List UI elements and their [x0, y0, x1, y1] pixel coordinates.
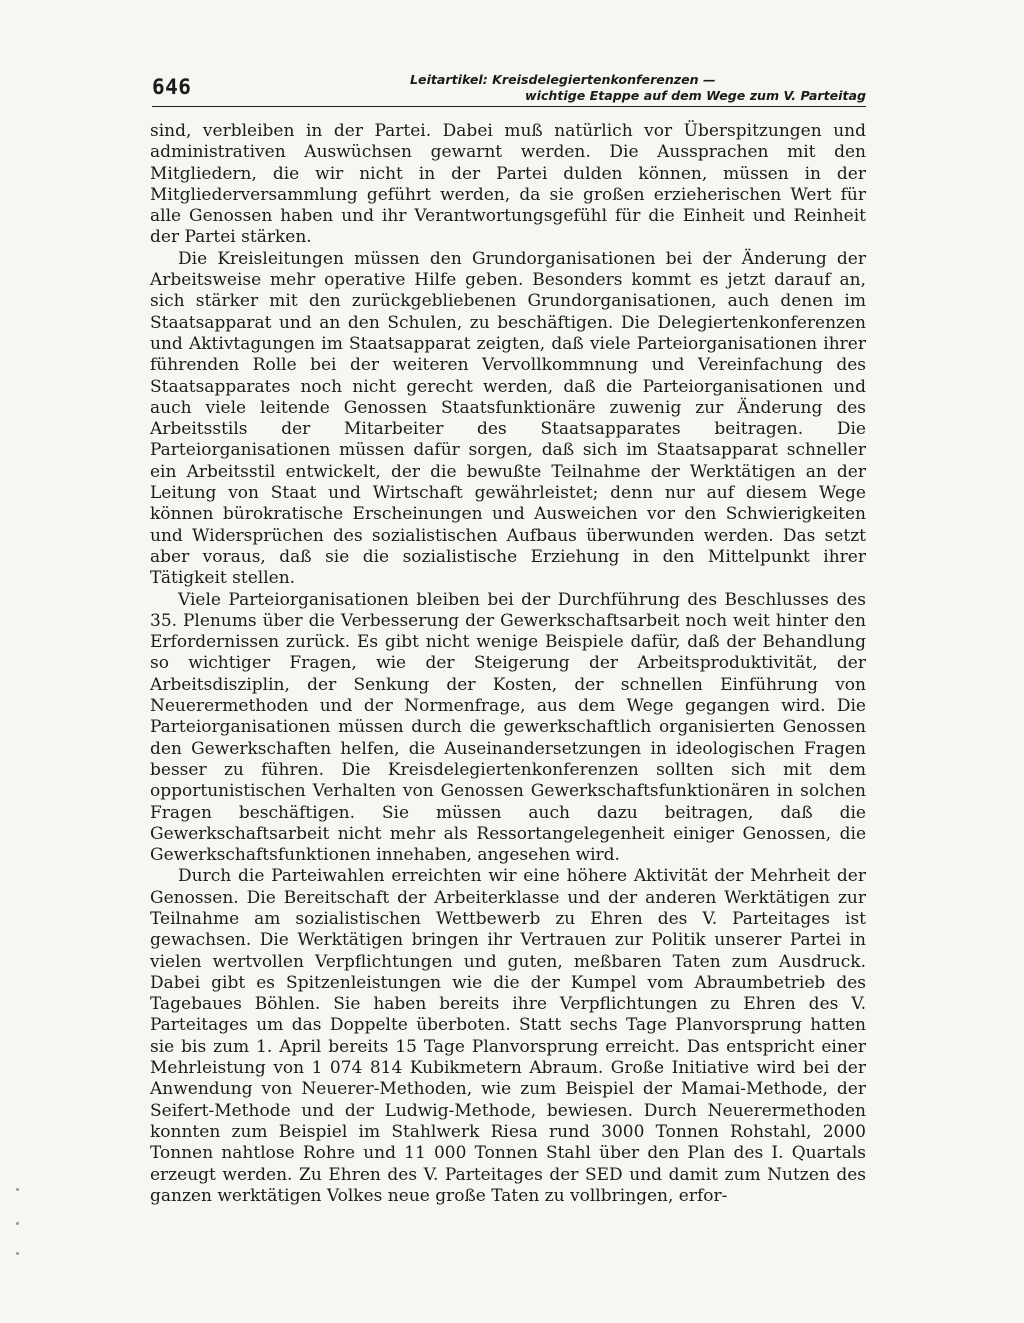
paragraph-kreisleitungen: Die Kreisleitungen müssen den Grundorganisationen bei der Änderung der Arbeitsweise mehr operative Hilfe geben. Besonders kommt es jetzt darauf an, sich stärker mit den zurückgebliebenen Grundorganisationen, auch denen im Staatsapparat und an den Schulen, zu beschäftigen. Die Delegiertenkonferenzen und Aktivtagungen im Staatsapparat zeigten, daß viele Parteiorganisationen ihrer führenden Rolle bei der weiteren Vervollkommnung und Vereinfachung des Staatsapparates noch nicht gerecht werden, daß die Parteiorganisationen und auch viele leitende Genossen Staatsfunktionäre zuwenig zur Änderung des Arbeitsstils der Mitarbeiter des Staatsapparates beitragen. Die Parteiorganisationen müssen dafür sorgen, daß sich im Staatsapparat schneller ein Arbeitsstil entwickelt, der die bewußte Teilnahme der Werktätigen an der Leitung von Staat und Wirtschaft gewährleistet; denn nur auf diesem Wege können bürokratische Erscheinungen und Ausweichen vor den Schwierigkeiten und Widersprüchen des sozialistischen Aufbaus überwunden werden. Das setzt aber voraus, daß sie die sozialistische Erziehung in den Mittelpunkt ihrer Tätigkeit stellen.	[150, 248, 866, 589]
page-header	[152, 72, 866, 112]
header-rule	[152, 106, 866, 107]
paragraph-parteiorganisationen: Viele Parteiorganisationen bleiben bei der Durchführung des Beschlusses des 35. Plenums über die Verbesserung der Gewerkschaftsarbeit noch weit hinter den Erfordernissen zurück. Es gibt nicht wenige Beispiele dafür, daß der Behandlung so wichtiger Fragen, wie der Steigerung der Arbeitsproduktivität, der Arbeitsdisziplin, der Senkung der Kosten, der schnellen Einführung von Neuerermethoden und der Normenfrage, aus dem Wege gegangen wird. Die Parteiorganisationen müssen durch die gewerkschaftlich organisierten Genossen den Gewerkschaften helfen, die Auseinandersetzungen in ideologischen Fragen besser zu führen. Die Kreisdelegiertenkonferenzen sollten sich mit dem opportunistischen Verhalten von Genossen Gewerkschaftsfunktionären in solchen Fragen beschäftigen. Sie müssen auch dazu beitragen, daß die Gewerkschaftsarbeit nicht mehr als Ressortangelegenheit einiger Genossen, die Gewerkschaftsfunktionen innehaben, angesehen wird.	[150, 589, 866, 866]
running-title-line-2: wichtige Etappe auf dem Wege zum V. Parteitag	[525, 88, 866, 103]
paragraph-parteiwahlen: Durch die Parteiwahlen erreichten wir eine höhere Aktivität der Mehrheit der Genossen. Die Bereitschaft der Arbeiterklasse und der anderen Werktätigen zur Teilnahme am sozialistischen Wettbewerb zu Ehren des V. Parteitages ist gewachsen. Die Werktätigen bringen ihr Vertrauen zur Politik unserer Partei in vielen wertvollen Verpflichtungen und guten, meßbaren Taten zum Ausdruck. Dabei gibt es Spitzenleistungen wie die der Kumpel vom Abraumbetrieb des Tagebaues Böhlen. Sie haben bereits ihre Verpflichtungen zu Ehren des V. Parteitages um das Doppelte überboten. Statt sechs Tage Planvorsprung hatten sie bis zum 1. April bereits 15 Tage Planvorsprung erreicht. Das entspricht einer Mehrleistung von 1 074 814 Kubikmetern Abraum. Große Initiative wird bei der Anwendung von Neuerer-Methoden, wie zum Beispiel der Mamai-Methode, der Seifert-Methode und der Ludwig-Methode, bewiesen. Durch Neuerermethoden konnten zum Beispiel im Stahlwerk Riesa rund 3000 Tonnen Rohstahl, 2000 Tonnen nahtlose Rohre und 11 000 Tonnen Stahl über den Plan des I. Quartals erzeugt werden. Zu Ehren des V. Parteitages der SED und damit zum Nutzen des ganzen werktätigen Volkes neue große Taten zu vollbringen, erfor-	[150, 866, 866, 1206]
running-title-line-1: Leitartikel: Kreisdelegiertenkonferenzen —	[410, 72, 716, 87]
page-number: 646	[152, 75, 192, 99]
paragraph-continued: sind, verbleiben in der Partei. Dabei muß natürlich vor Überspitzungen und administrativen Auswüchsen gewarnt werden. Die Aussprachen mit den Mitgliedern, die wir nicht in der Partei dulden können, müssen in der Mitgliederversammlung geführt werden, da sie großen erzieherischen Wert für alle Genossen haben und ihr Verantwortungsgefühl für die Einheit und Reinheit der Partei stärken.	[150, 121, 866, 248]
running-title	[346, 72, 866, 104]
article-body	[150, 121, 866, 1207]
scan-speck	[16, 1188, 19, 1191]
scan-speck	[16, 1222, 19, 1225]
scan-speck	[16, 1252, 19, 1255]
